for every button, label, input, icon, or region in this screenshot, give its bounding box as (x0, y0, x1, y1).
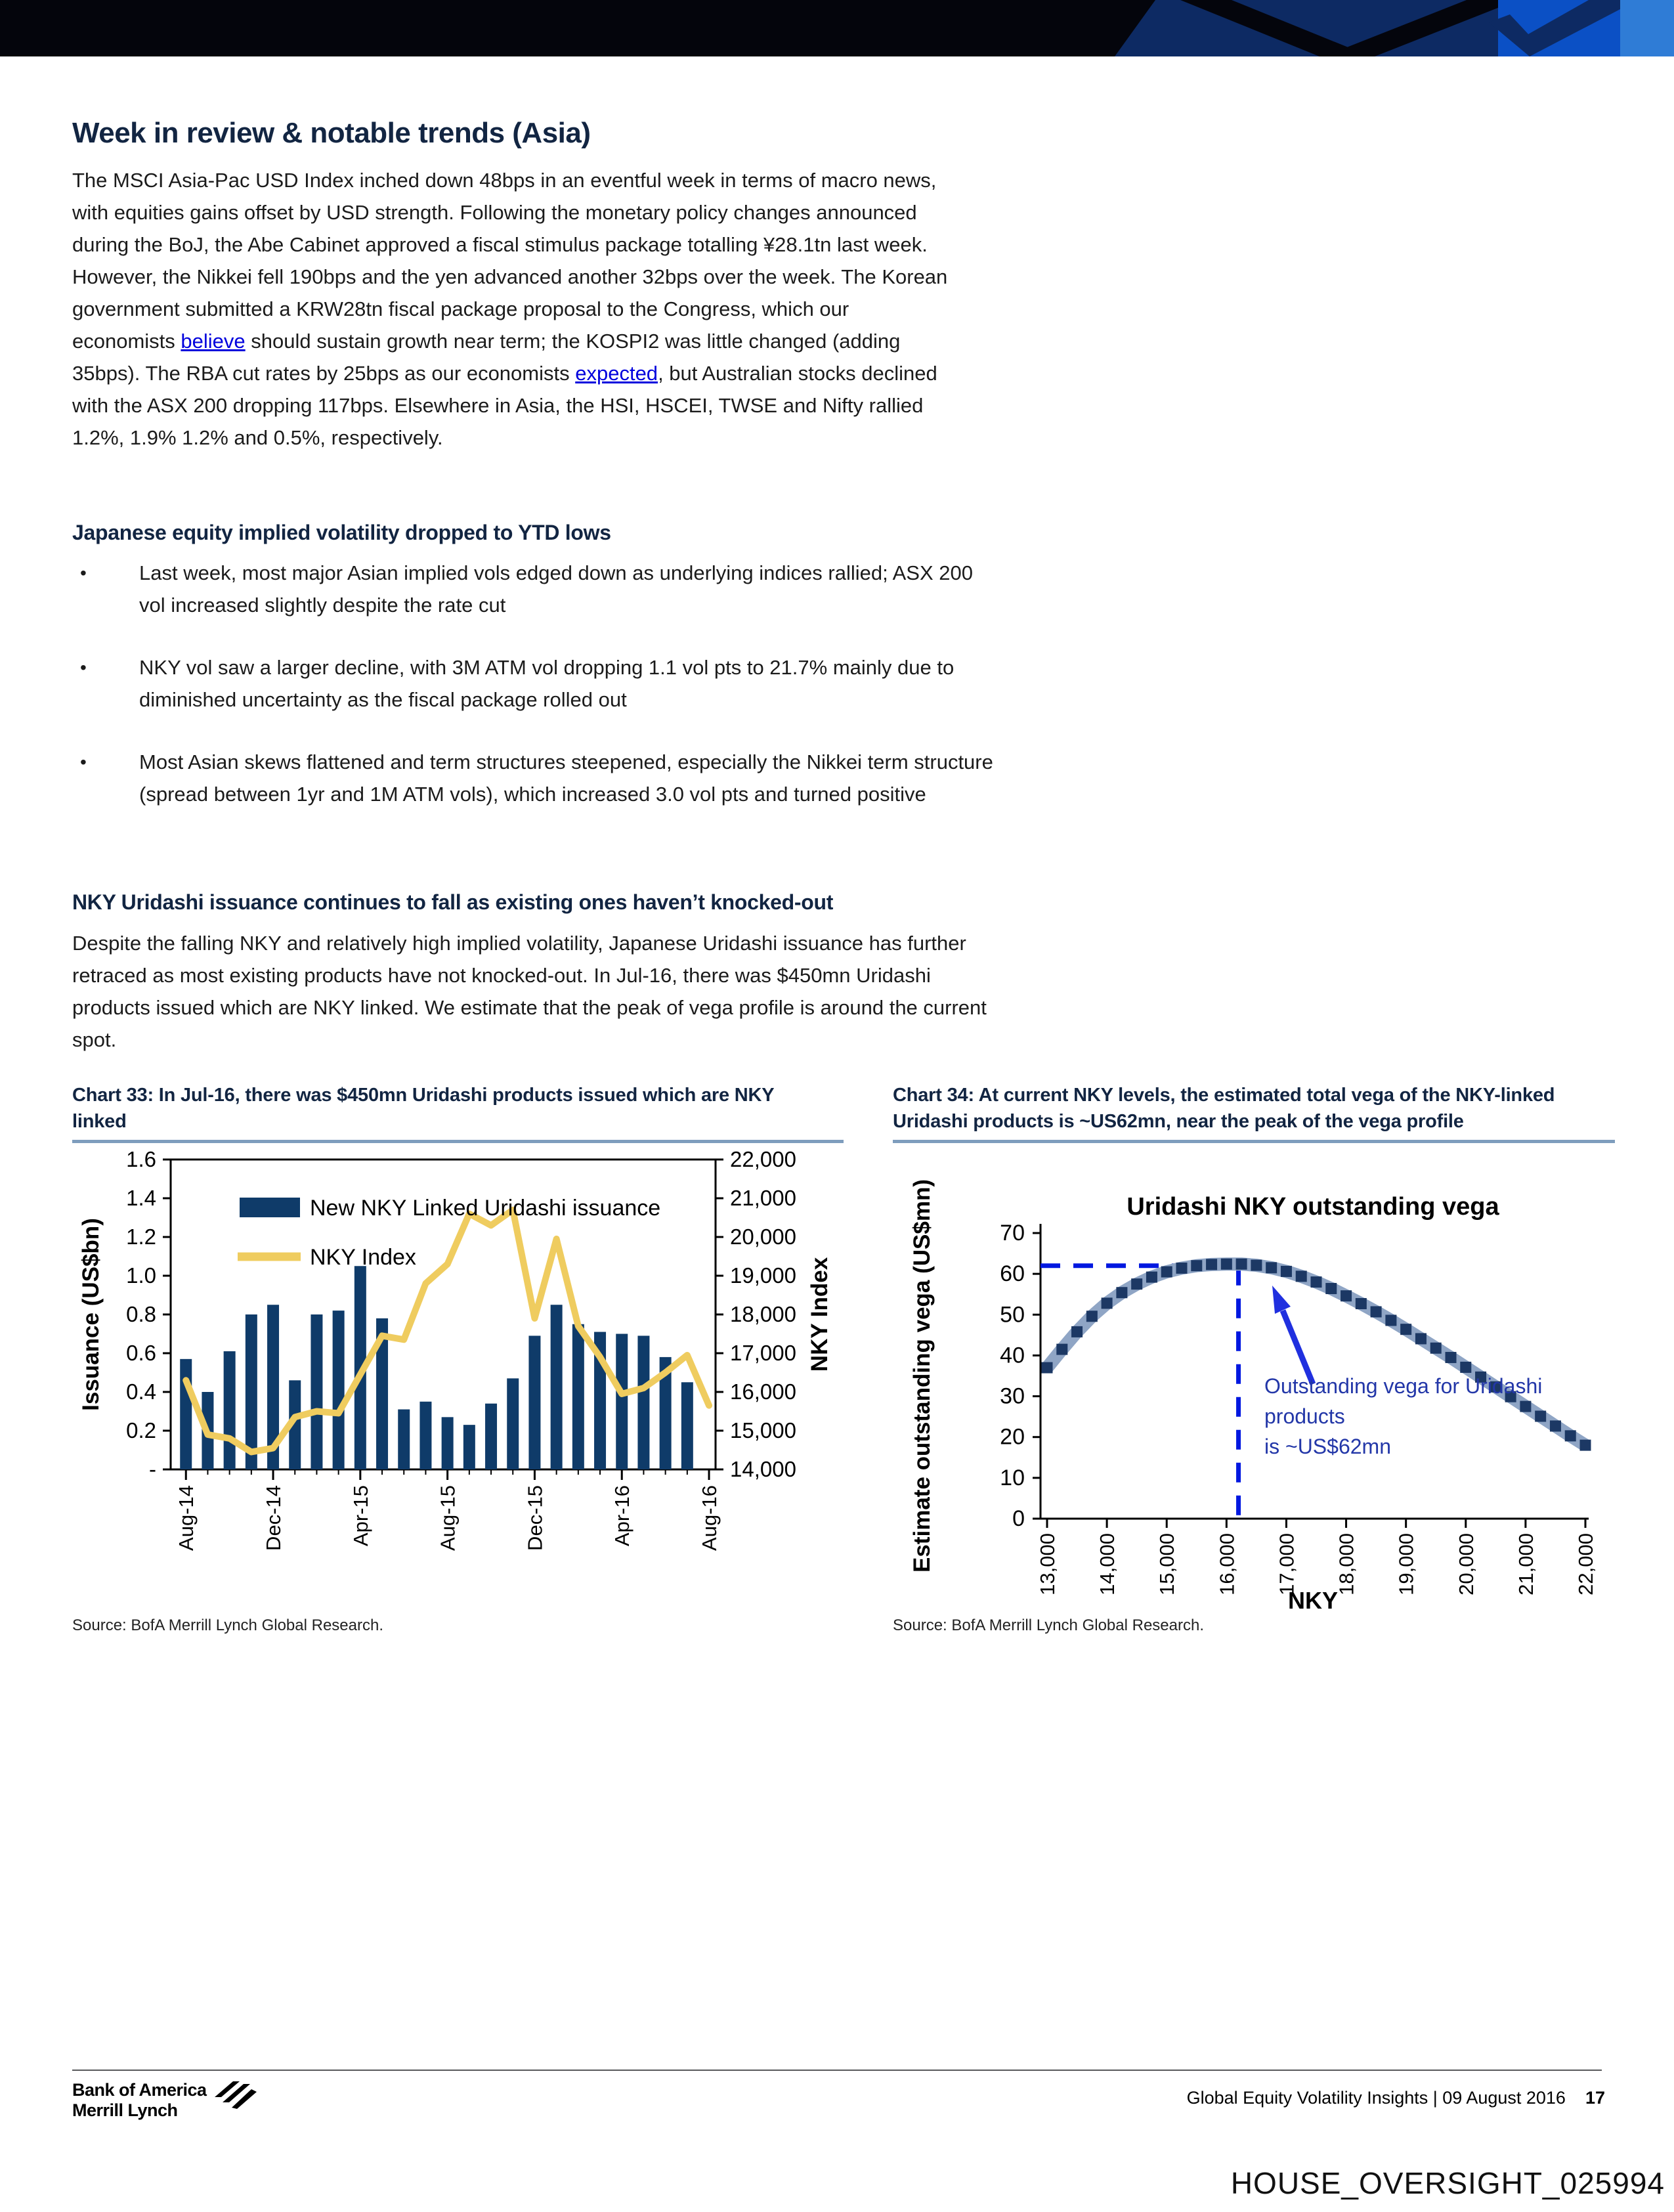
bullet-item (72, 557, 1004, 621)
chart34-figure (893, 1149, 1615, 1635)
chart33-figure (72, 1149, 844, 1635)
bullet-text: Most Asian skews flattened and term structures steepened, especially the Nikkei term structure (spread between 1yr and 1M ATM vols), which increased 3.0 vol pts and turned positive (139, 750, 993, 806)
chart34-header-rule (893, 1140, 1615, 1143)
svg-text:Outstanding vega for Uridashi: Outstanding vega for Uridashi (1264, 1374, 1543, 1398)
svg-text:0.8: 0.8 (126, 1302, 156, 1326)
paragraph-text: should sustain growth near term; the KOSPI2 was little changed (adding 35bps). The RBA cut rates by 25bps as our economists (72, 330, 901, 385)
bofa-logo-line1: Bank of America (72, 2080, 207, 2100)
svg-text:Dec-15: Dec-15 (523, 1485, 547, 1551)
svg-text:Aug-15: Aug-15 (436, 1485, 460, 1551)
svg-text:Issuance (US$bn): Issuance (US$bn) (78, 1218, 104, 1411)
chart33-header-rule (72, 1140, 844, 1143)
chart34-header: Chart 34: At current NKY levels, the estimated total vega of the NKY-linked Uridashi products is ~US62mn, near the peak of the vega profile (893, 1085, 1555, 1132)
svg-text:Apr-15: Apr-15 (349, 1485, 372, 1547)
uridashi-paragraph: Despite the falling NKY and relatively high implied volatility, Japanese Uridashi issuance has further retraced as most existing products have not knocked-out. In Jul-16, there was $450mn Uridashi products issued which are NKY linked. We estimate that the peak of vega profile is around the current spot. (72, 932, 987, 1051)
svg-text:1.2: 1.2 (126, 1225, 156, 1249)
svg-text:products: products (1264, 1404, 1345, 1428)
svg-text:21,000: 21,000 (730, 1186, 796, 1210)
chart34-source: Source: BofA Merrill Lynch Global Research. (893, 1616, 1204, 1634)
paragraph-text: The MSCI Asia-Pac USD Index inched down 48bps in an eventful week in terms of macro news, with equities gains offset by USD strength. Following the monetary policy changes announced during the BoJ, the Abe Cabinet approved a fiscal stimulus package totalling ¥28.1tn last week. However, the Nikkei fell 190bps and the yen advanced another 32bps over the week. The Korean government submitted a KRW28tn fiscal package proposal to the Congress, which our economists (72, 169, 948, 353)
svg-text:20,000: 20,000 (1454, 1533, 1478, 1595)
svg-text:0.2: 0.2 (126, 1418, 156, 1442)
bullet-item (72, 746, 1004, 810)
svg-text:0.4: 0.4 (126, 1379, 156, 1404)
svg-text:22,000: 22,000 (1574, 1533, 1597, 1595)
footer-report-title-date: Global Equity Volatility Insights | 09 August 2016 (1186, 2088, 1566, 2108)
footer-rule (72, 2070, 1602, 2071)
svg-text:Estimate outstanding vega (US$: Estimate outstanding vega (US$mn) (909, 1179, 935, 1572)
svg-text:21,000: 21,000 (1514, 1533, 1537, 1595)
page-title: Week in review & notable trends (Asia) (72, 117, 591, 149)
svg-text:30: 30 (1000, 1383, 1025, 1409)
bullet-dot: • (80, 563, 87, 583)
svg-text:22,000: 22,000 (730, 1149, 796, 1171)
section-heading-jp-vol: Japanese equity implied volatility dropped to YTD lows (72, 521, 611, 544)
svg-text:19,000: 19,000 (1394, 1533, 1418, 1595)
svg-text:19,000: 19,000 (730, 1263, 796, 1288)
svg-text:Aug-16: Aug-16 (698, 1485, 721, 1551)
svg-text:1.4: 1.4 (126, 1186, 156, 1210)
section-heading-uridashi: NKY Uridashi issuance continues to fall as existing ones haven’t knocked-out (72, 890, 834, 914)
svg-text:13,000: 13,000 (1036, 1533, 1059, 1595)
inline-link[interactable]: expected (575, 362, 658, 385)
svg-text:Uridashi NKY outstanding vega: Uridashi NKY outstanding vega (1127, 1193, 1499, 1221)
bullet-list (72, 557, 1004, 840)
bates-stamp: HOUSE_OVERSIGHT_025994 (1230, 2166, 1665, 2200)
svg-text:1.6: 1.6 (126, 1149, 156, 1171)
svg-text:Dec-14: Dec-14 (262, 1485, 286, 1551)
svg-text:Aug-14: Aug-14 (175, 1485, 198, 1551)
svg-text:New NKY Linked Uridashi issuan: New NKY Linked Uridashi issuance (310, 1196, 661, 1221)
inline-link[interactable]: believe (181, 330, 246, 353)
footer-page-number: 17 (1585, 2088, 1605, 2108)
svg-text:20,000: 20,000 (730, 1225, 796, 1249)
intro-paragraph (72, 164, 955, 454)
bullet-dot: • (80, 657, 87, 678)
bullet-item (72, 651, 1004, 716)
svg-text:NKY Index: NKY Index (807, 1257, 832, 1372)
bofa-logo-line2: Merrill Lynch (72, 2100, 178, 2120)
svg-text:60: 60 (1000, 1261, 1025, 1287)
svg-text:17,000: 17,000 (1275, 1533, 1298, 1595)
svg-text:0: 0 (1012, 1506, 1025, 1531)
bullet-dot: • (80, 752, 87, 772)
svg-text:70: 70 (1000, 1221, 1025, 1246)
svg-text:Apr-16: Apr-16 (611, 1485, 634, 1547)
svg-text:18,000: 18,000 (1335, 1533, 1358, 1595)
svg-text:50: 50 (1000, 1302, 1025, 1328)
svg-text:is ~US$62mn: is ~US$62mn (1264, 1435, 1391, 1458)
paragraph-text: , but Australian stocks declined with the ASX 200 dropping 117bps. Elsewhere in Asia, the HSI, HSCEI, TWSE and Nifty rallied 1.2%, 1.9% 1.2% and 0.5%, respectively. (72, 362, 937, 449)
bofa-logo (72, 2080, 257, 2121)
footer-publication-info (1187, 2088, 1605, 2108)
svg-text:14,000: 14,000 (730, 1457, 796, 1481)
header-band-graphic (0, 0, 1674, 56)
svg-text:NKY Index: NKY Index (310, 1245, 416, 1270)
svg-text:16,000: 16,000 (1215, 1533, 1239, 1595)
svg-text:1.0: 1.0 (126, 1263, 156, 1288)
svg-text:17,000: 17,000 (730, 1341, 796, 1365)
svg-text:40: 40 (1000, 1343, 1025, 1368)
svg-text:16,000: 16,000 (730, 1379, 796, 1404)
svg-text:10: 10 (1000, 1465, 1025, 1490)
chart33-source: Source: BofA Merrill Lynch Global Research. (72, 1616, 383, 1634)
svg-text:18,000: 18,000 (730, 1302, 796, 1326)
chart33-header: Chart 33: In Jul-16, there was $450mn Uridashi products issued which are NKY linked (72, 1085, 774, 1132)
bofa-flag-icon (213, 2080, 257, 2109)
svg-text:15,000: 15,000 (730, 1418, 796, 1442)
svg-text:14,000: 14,000 (1096, 1533, 1119, 1595)
svg-text:-: - (149, 1457, 156, 1481)
bullet-text: Last week, most major Asian implied vols edged down as underlying indices rallied; ASX 200 vol increased slightly despite the rate cut (139, 561, 973, 617)
svg-text:15,000: 15,000 (1155, 1533, 1179, 1595)
svg-text:0.6: 0.6 (126, 1341, 156, 1365)
svg-text:NKY: NKY (1287, 1587, 1339, 1614)
bullet-text: NKY vol saw a larger decline, with 3M ATM vol dropping 1.1 vol pts to 21.7% mainly due to diminished uncertainty as the fiscal package rolled out (139, 656, 955, 711)
svg-text:20: 20 (1000, 1424, 1025, 1450)
